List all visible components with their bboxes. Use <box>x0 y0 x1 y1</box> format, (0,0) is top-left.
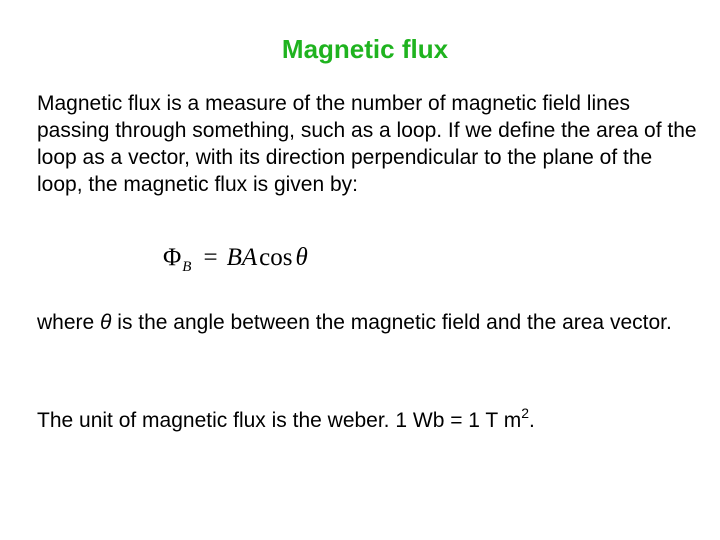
where-symbol: θ <box>100 311 112 334</box>
equation-angle: θ <box>295 244 308 271</box>
equation-flux-symbol: Φ <box>163 244 182 271</box>
where-paragraph <box>37 309 697 336</box>
where-prefix: where <box>37 311 101 334</box>
unit-text: The unit of magnetic flux is the weber. 1 Wb = 1 T m <box>37 409 522 432</box>
unit-suffix: . <box>529 409 535 432</box>
where-rest: is the angle between the magnetic field and the area vector. <box>111 311 672 334</box>
equation-subscript: B <box>182 259 192 275</box>
equation-product: BA <box>226 244 258 271</box>
equation-function: cos <box>259 244 293 271</box>
unit-paragraph <box>37 407 697 434</box>
flux-equation <box>163 240 308 276</box>
intro-paragraph: Magnetic flux is a measure of the number of magnetic field lines passing through something, such as a loop. If we define the area of the loop as a vector, with its direction perpendicular to the plane of the loop, the magnetic flux is given by: <box>37 92 697 196</box>
equation-equals: = <box>203 244 218 271</box>
unit-exponent: 2 <box>521 405 530 421</box>
slide-title: Magnetic flux <box>281 34 449 64</box>
